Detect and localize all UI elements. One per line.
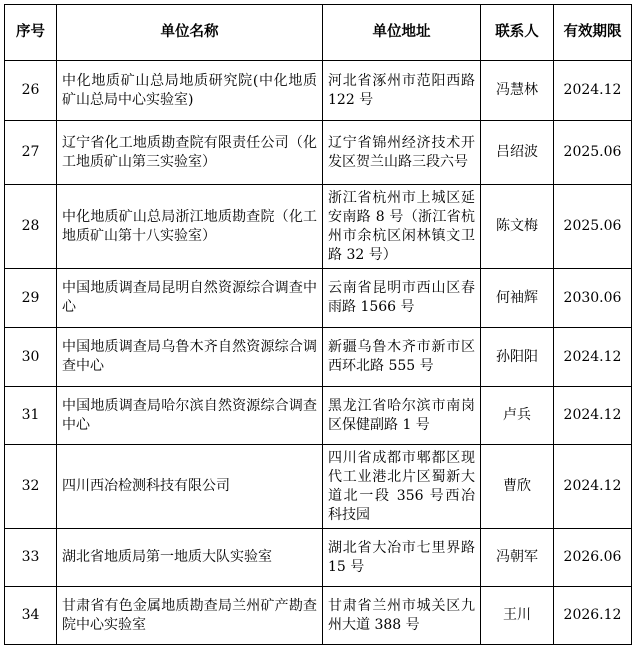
row-unit-name: 中国地质调查局昆明自然资源综合调查中心 — [57, 269, 323, 328]
row-address: 云南省昆明市西山区春雨路 1566 号 — [323, 269, 481, 328]
table-row — [5, 61, 632, 121]
column-header-expiry: 有效期限 — [554, 5, 632, 61]
table-row — [5, 328, 632, 387]
table-header-row — [5, 5, 632, 61]
laboratory-table — [4, 4, 632, 645]
row-unit-name: 中国地质调查局哈尔滨自然资源综合调查中心 — [57, 387, 323, 445]
table-row — [5, 387, 632, 445]
row-contact: 孙阳阳 — [481, 328, 554, 387]
row-no: 30 — [5, 328, 57, 387]
row-contact: 王川 — [481, 587, 554, 645]
table-row — [5, 445, 632, 529]
row-unit-name: 四川西冶检测科技有限公司 — [57, 445, 323, 529]
row-unit-name: 中国地质调查局乌鲁木齐自然资源综合调查中心 — [57, 328, 323, 387]
row-unit-name: 辽宁省化工地质勘查院有限责任公司（化工地质矿山第三实验室） — [57, 121, 323, 185]
row-address: 甘肃省兰州市城关区九州大道 388 号 — [323, 587, 481, 645]
row-expiry: 2024.12 — [554, 445, 632, 529]
row-address: 四川省成都市郫都区现代工业港北片区蜀新大道北一段 356 号西冶科技园 — [323, 445, 481, 529]
row-no: 28 — [5, 185, 57, 269]
column-header-address: 单位地址 — [323, 5, 481, 61]
row-address: 浙江省杭州市上城区延安南路 8 号（浙江省杭州市余杭区闲林镇文卫路 32 号） — [323, 185, 481, 269]
row-expiry: 2026.06 — [554, 529, 632, 587]
row-no: 27 — [5, 121, 57, 185]
row-address: 新疆乌鲁木齐市新市区西环北路 555 号 — [323, 328, 481, 387]
row-contact: 吕绍波 — [481, 121, 554, 185]
row-no: 34 — [5, 587, 57, 645]
row-no: 32 — [5, 445, 57, 529]
row-contact: 冯慧林 — [481, 61, 554, 121]
column-header-no: 序号 — [5, 5, 57, 61]
row-contact: 陈文梅 — [481, 185, 554, 269]
row-unit-name: 中化地质矿山总局地质研究院(中化地质矿山总局中心实验室) — [57, 61, 323, 121]
row-contact: 何袖辉 — [481, 269, 554, 328]
column-header-name: 单位名称 — [57, 5, 323, 61]
row-unit-name: 湖北省地质局第一地质大队实验室 — [57, 529, 323, 587]
row-no: 31 — [5, 387, 57, 445]
table-row — [5, 269, 632, 328]
row-expiry: 2026.12 — [554, 587, 632, 645]
row-no: 29 — [5, 269, 57, 328]
row-expiry: 2024.12 — [554, 328, 632, 387]
row-address: 辽宁省锦州经济技术开发区贺兰山路三段六号 — [323, 121, 481, 185]
row-expiry: 2030.06 — [554, 269, 632, 328]
row-contact: 冯朝军 — [481, 529, 554, 587]
row-address: 湖北省大冶市七里界路 15 号 — [323, 529, 481, 587]
row-address: 河北省涿州市范阳西路 122 号 — [323, 61, 481, 121]
row-unit-name: 中化地质矿山总局浙江地质勘查院（化工地质矿山第十八实验室） — [57, 185, 323, 269]
row-unit-name: 甘肃省有色金属地质勘查局兰州矿产勘查院中心实验室 — [57, 587, 323, 645]
row-expiry: 2025.06 — [554, 121, 632, 185]
row-address: 黑龙江省哈尔滨市南岗区保健副路 1 号 — [323, 387, 481, 445]
row-contact: 曹欣 — [481, 445, 554, 529]
column-header-contact: 联系人 — [481, 5, 554, 61]
table-row — [5, 587, 632, 645]
row-no: 33 — [5, 529, 57, 587]
row-expiry: 2025.06 — [554, 185, 632, 269]
row-expiry: 2024.12 — [554, 61, 632, 121]
row-contact: 卢兵 — [481, 387, 554, 445]
row-no: 26 — [5, 61, 57, 121]
table-row — [5, 185, 632, 269]
row-expiry: 2024.12 — [554, 387, 632, 445]
table-row — [5, 529, 632, 587]
table-row — [5, 121, 632, 185]
